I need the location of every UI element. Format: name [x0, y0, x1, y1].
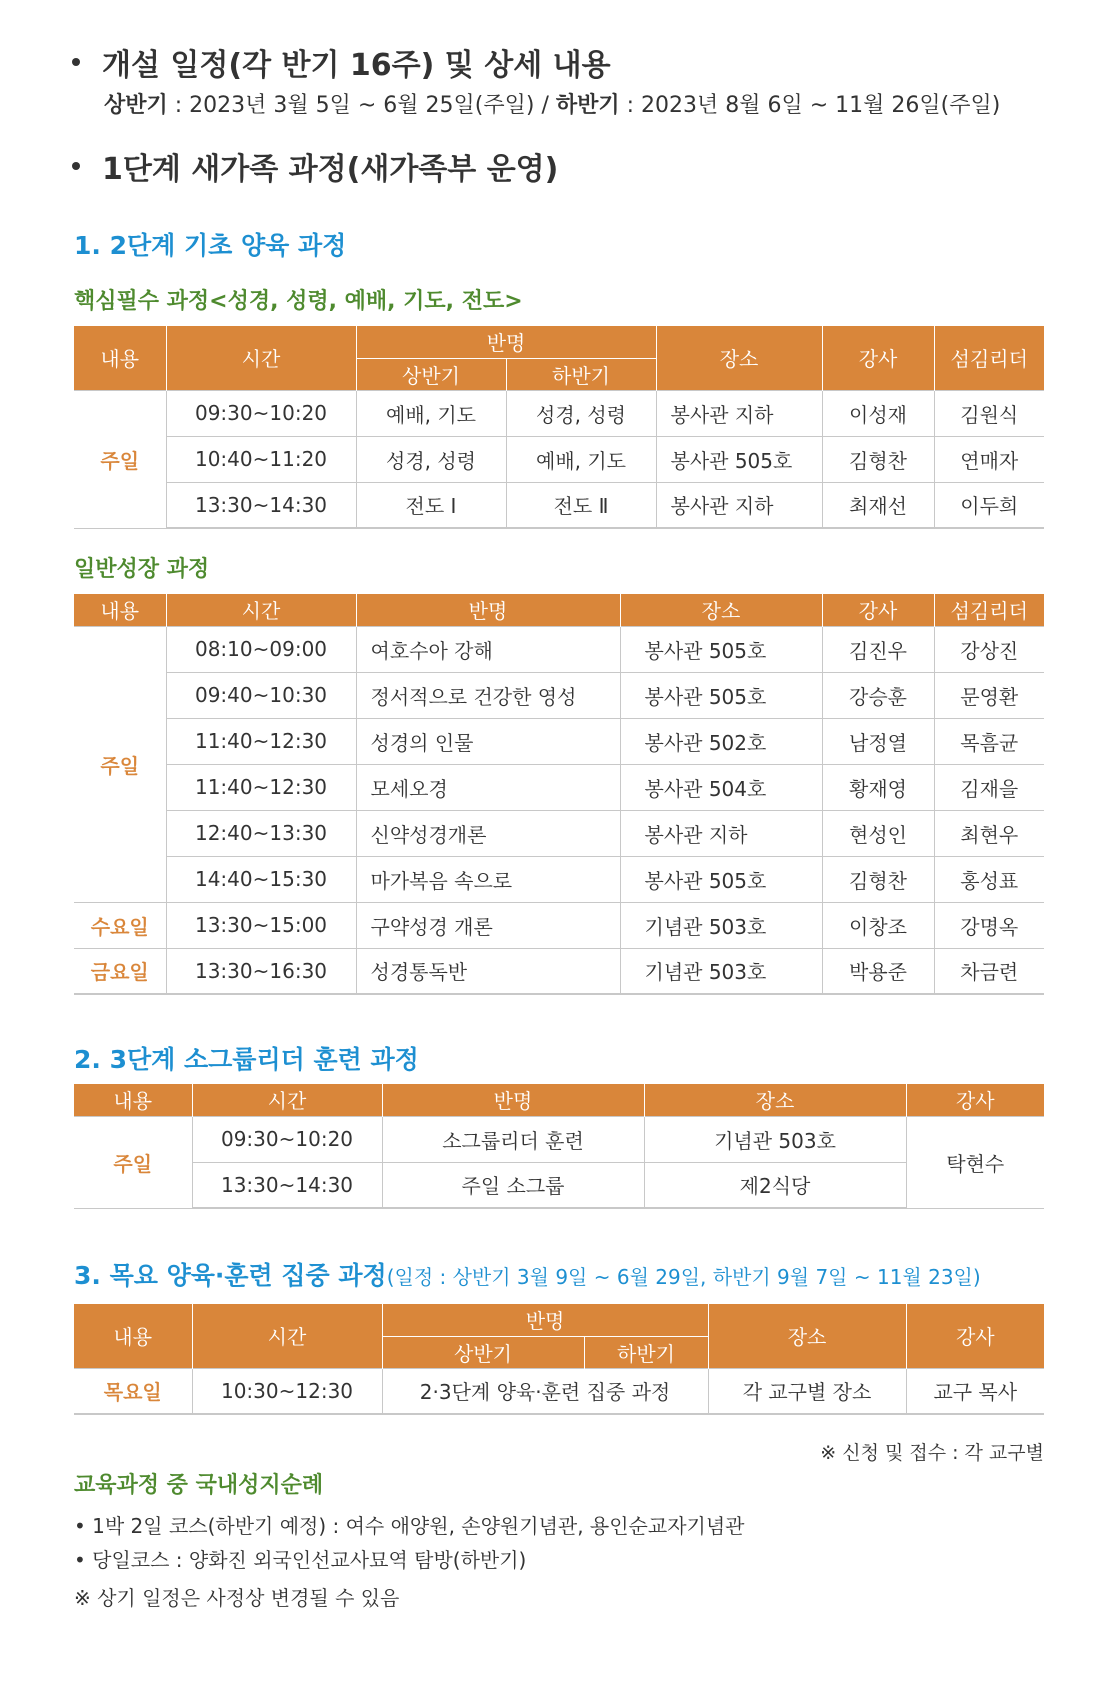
schedule-dates: [104, 88, 1000, 119]
header-time: 시간: [192, 1084, 382, 1116]
section3-schedule-note: (일정 : 상반기 3월 9일 ~ 6월 29일, 하반기 9월 7일 ~ 11월 23일): [386, 1265, 981, 1289]
section3-title: [74, 1256, 981, 1292]
teacher-cell: 이창조: [822, 902, 934, 948]
place-cell: 기념관 503호: [620, 902, 822, 948]
table-row: [74, 948, 1044, 994]
teacher-cell: 김진우: [822, 626, 934, 672]
place-cell: 봉사관 504호: [620, 764, 822, 810]
thursday-course-table: [74, 1304, 1044, 1415]
schedule-change-notice: ※ 상기 일정은 사정상 변경될 수 있음: [74, 1586, 400, 1610]
table-row: [74, 810, 1044, 856]
second-half-dates: : 2023년 8월 6일 ~ 11월 26일(주일): [619, 93, 1001, 118]
section2-title: 2. 3단계 소그룹리더 훈련 과정: [74, 1045, 419, 1074]
table-row: [74, 672, 1044, 718]
header-teacher: 강사: [822, 594, 934, 626]
day-cell: 수요일: [74, 902, 166, 948]
place-cell: 봉사관 지하: [656, 482, 822, 528]
schedule-bullet-title: 개설 일정(각 반기 16주) 및 상세 내용: [102, 48, 611, 83]
second-half-label: 하반기: [555, 93, 620, 118]
class-cell: 여호수아 강해: [356, 626, 620, 672]
place-cell: 각 교구별 장소: [708, 1368, 906, 1414]
time-cell: 08:10~09:00: [166, 626, 356, 672]
place-cell: 봉사관 지하: [620, 810, 822, 856]
leader-cell: 목흠균: [934, 718, 1044, 764]
header-teacher: 강사: [822, 326, 934, 390]
header-leader: 섬김리더: [934, 594, 1044, 626]
header-place: 장소: [708, 1304, 906, 1368]
day-cell: 주일: [74, 390, 166, 528]
leader-cell: 김원식: [934, 390, 1044, 436]
class-cell: 신약성경개론: [356, 810, 620, 856]
time-cell: 09:30~10:20: [166, 390, 356, 436]
pilgrimage-item: • 당일코스 : 양화진 외국인선교사묘역 탐방(하반기): [74, 1548, 527, 1572]
place-cell: 봉사관 505호: [620, 856, 822, 902]
header-content: 내용: [74, 326, 166, 390]
leader-cell: 연매자: [934, 436, 1044, 482]
first-half-cell: 성경, 성령: [356, 436, 506, 482]
time-cell: 11:40~12:30: [166, 764, 356, 810]
header-class: 반명: [356, 594, 620, 626]
header-second-half: 하반기: [506, 358, 656, 390]
teacher-cell: 박용준: [822, 948, 934, 994]
second-half-cell: 전도 Ⅱ: [506, 482, 656, 528]
header-first-half: 상반기: [356, 358, 506, 390]
time-cell: 12:40~13:30: [166, 810, 356, 856]
day-cell: 목요일: [74, 1368, 192, 1414]
table-row: [74, 1368, 1044, 1414]
header-content: 내용: [74, 594, 166, 626]
teacher-cell: 현성인: [822, 810, 934, 856]
header-place: 장소: [644, 1084, 906, 1116]
place-cell: 봉사관 505호: [656, 436, 822, 482]
header-place: 장소: [620, 594, 822, 626]
header-second-half: 하반기: [584, 1336, 708, 1368]
day-cell: 주일: [74, 1116, 192, 1208]
class-cell: 성경통독반: [356, 948, 620, 994]
second-half-cell: 예배, 기도: [506, 436, 656, 482]
leader-cell: 홍성표: [934, 856, 1044, 902]
bullet-dot-icon: [72, 58, 80, 66]
table-row: [74, 1116, 1044, 1162]
table-row: [74, 482, 1044, 528]
place-cell: 기념관 503호: [620, 948, 822, 994]
header-time: 시간: [192, 1304, 382, 1368]
class-cell: 성경의 인물: [356, 718, 620, 764]
leader-cell: 김재을: [934, 764, 1044, 810]
time-cell: 13:30~14:30: [166, 482, 356, 528]
teacher-cell: 최재선: [822, 482, 934, 528]
header-first-half: 상반기: [382, 1336, 584, 1368]
apply-note: ※ 신청 및 접수 : 각 교구별: [820, 1442, 1044, 1464]
header-class: 반명: [382, 1084, 644, 1116]
first-half-cell: 전도 Ⅰ: [356, 482, 506, 528]
header-leader: 섬김리더: [934, 326, 1044, 390]
time-cell: 10:30~12:30: [192, 1368, 382, 1414]
day-cell: 주일: [74, 626, 166, 902]
teacher-cell: 강승훈: [822, 672, 934, 718]
leader-cell: 최현우: [934, 810, 1044, 856]
teacher-cell: 김형찬: [822, 856, 934, 902]
new-family-bullet: [72, 144, 558, 188]
table-row: [74, 764, 1044, 810]
time-cell: 13:30~15:00: [166, 902, 356, 948]
time-cell: 14:40~15:30: [166, 856, 356, 902]
first-half-dates: : 2023년 3월 5일 ~ 6월 25일(주일) /: [167, 93, 556, 118]
class-cell: 2·3단계 양육·훈련 집중 과정: [382, 1368, 708, 1414]
table-row: [74, 1162, 1044, 1208]
time-cell: 13:30~16:30: [166, 948, 356, 994]
time-cell: 11:40~12:30: [166, 718, 356, 764]
teacher-cell: 교구 목사: [906, 1368, 1044, 1414]
leader-cell: 문영환: [934, 672, 1044, 718]
teacher-cell: 김형찬: [822, 436, 934, 482]
class-cell: 주일 소그룹: [382, 1162, 644, 1208]
class-cell: 마가복음 속으로: [356, 856, 620, 902]
header-place: 장소: [656, 326, 822, 390]
pilgrimage-item: • 1박 2일 코스(하반기 예정) : 여수 애양원, 손양원기념관, 용인순교자기념관: [74, 1514, 745, 1538]
schedule-bullet: [72, 40, 611, 84]
header-teacher: 강사: [906, 1084, 1044, 1116]
new-family-bullet-title: 1단계 새가족 과정(새가족부 운영): [102, 152, 559, 187]
class-cell: 구약성경 개론: [356, 902, 620, 948]
class-cell: 소그룹리더 훈련: [382, 1116, 644, 1162]
teacher-cell: 탁현수: [906, 1116, 1044, 1208]
table-row: [74, 626, 1044, 672]
place-cell: 봉사관 502호: [620, 718, 822, 764]
table-row: [74, 436, 1044, 482]
place-cell: 봉사관 505호: [620, 672, 822, 718]
table-row: [74, 856, 1044, 902]
first-half-label: 상반기: [104, 93, 168, 118]
general-course-table: [74, 594, 1044, 995]
place-cell: 기념관 503호: [644, 1116, 906, 1162]
time-cell: 09:30~10:20: [192, 1116, 382, 1162]
header-teacher: 강사: [906, 1304, 1044, 1368]
place-cell: 제2식당: [644, 1162, 906, 1208]
second-half-cell: 성경, 성령: [506, 390, 656, 436]
bullet-dot-icon: [72, 162, 80, 170]
leader-cell: 이두희: [934, 482, 1044, 528]
header-time: 시간: [166, 326, 356, 390]
core-course-table: [74, 326, 1044, 529]
teacher-cell: 이성재: [822, 390, 934, 436]
header-content: 내용: [74, 1084, 192, 1116]
general-course-subtitle: 일반성장 과정: [74, 557, 210, 582]
section1-title: 1. 2단계 기초 양육 과정: [74, 231, 347, 260]
leader-cell: 강명옥: [934, 902, 1044, 948]
place-cell: 봉사관 505호: [620, 626, 822, 672]
leader-cell: 강상진: [934, 626, 1044, 672]
teacher-cell: 남정열: [822, 718, 934, 764]
time-cell: 13:30~14:30: [192, 1162, 382, 1208]
section3-title-text: 3. 목요 양육·훈련 집중 과정: [74, 1261, 387, 1290]
leader-cell: 차금련: [934, 948, 1044, 994]
class-cell: 정서적으로 건강한 영성: [356, 672, 620, 718]
class-cell: 모세오경: [356, 764, 620, 810]
teacher-cell: 황재영: [822, 764, 934, 810]
header-time: 시간: [166, 594, 356, 626]
core-course-subtitle: 핵심필수 과정<성경, 성령, 예배, 기도, 전도>: [74, 289, 523, 314]
header-class: 반명: [356, 326, 656, 358]
table-row: [74, 718, 1044, 764]
table-row: [74, 902, 1044, 948]
pilgrimage-title: 교육과정 중 국내성지순례: [74, 1473, 324, 1498]
table-row: [74, 390, 1044, 436]
leader-training-table: [74, 1084, 1044, 1209]
place-cell: 봉사관 지하: [656, 390, 822, 436]
header-class: 반명: [382, 1304, 708, 1336]
first-half-cell: 예배, 기도: [356, 390, 506, 436]
time-cell: 10:40~11:20: [166, 436, 356, 482]
time-cell: 09:40~10:30: [166, 672, 356, 718]
day-cell: 금요일: [74, 948, 166, 994]
header-content: 내용: [74, 1304, 192, 1368]
